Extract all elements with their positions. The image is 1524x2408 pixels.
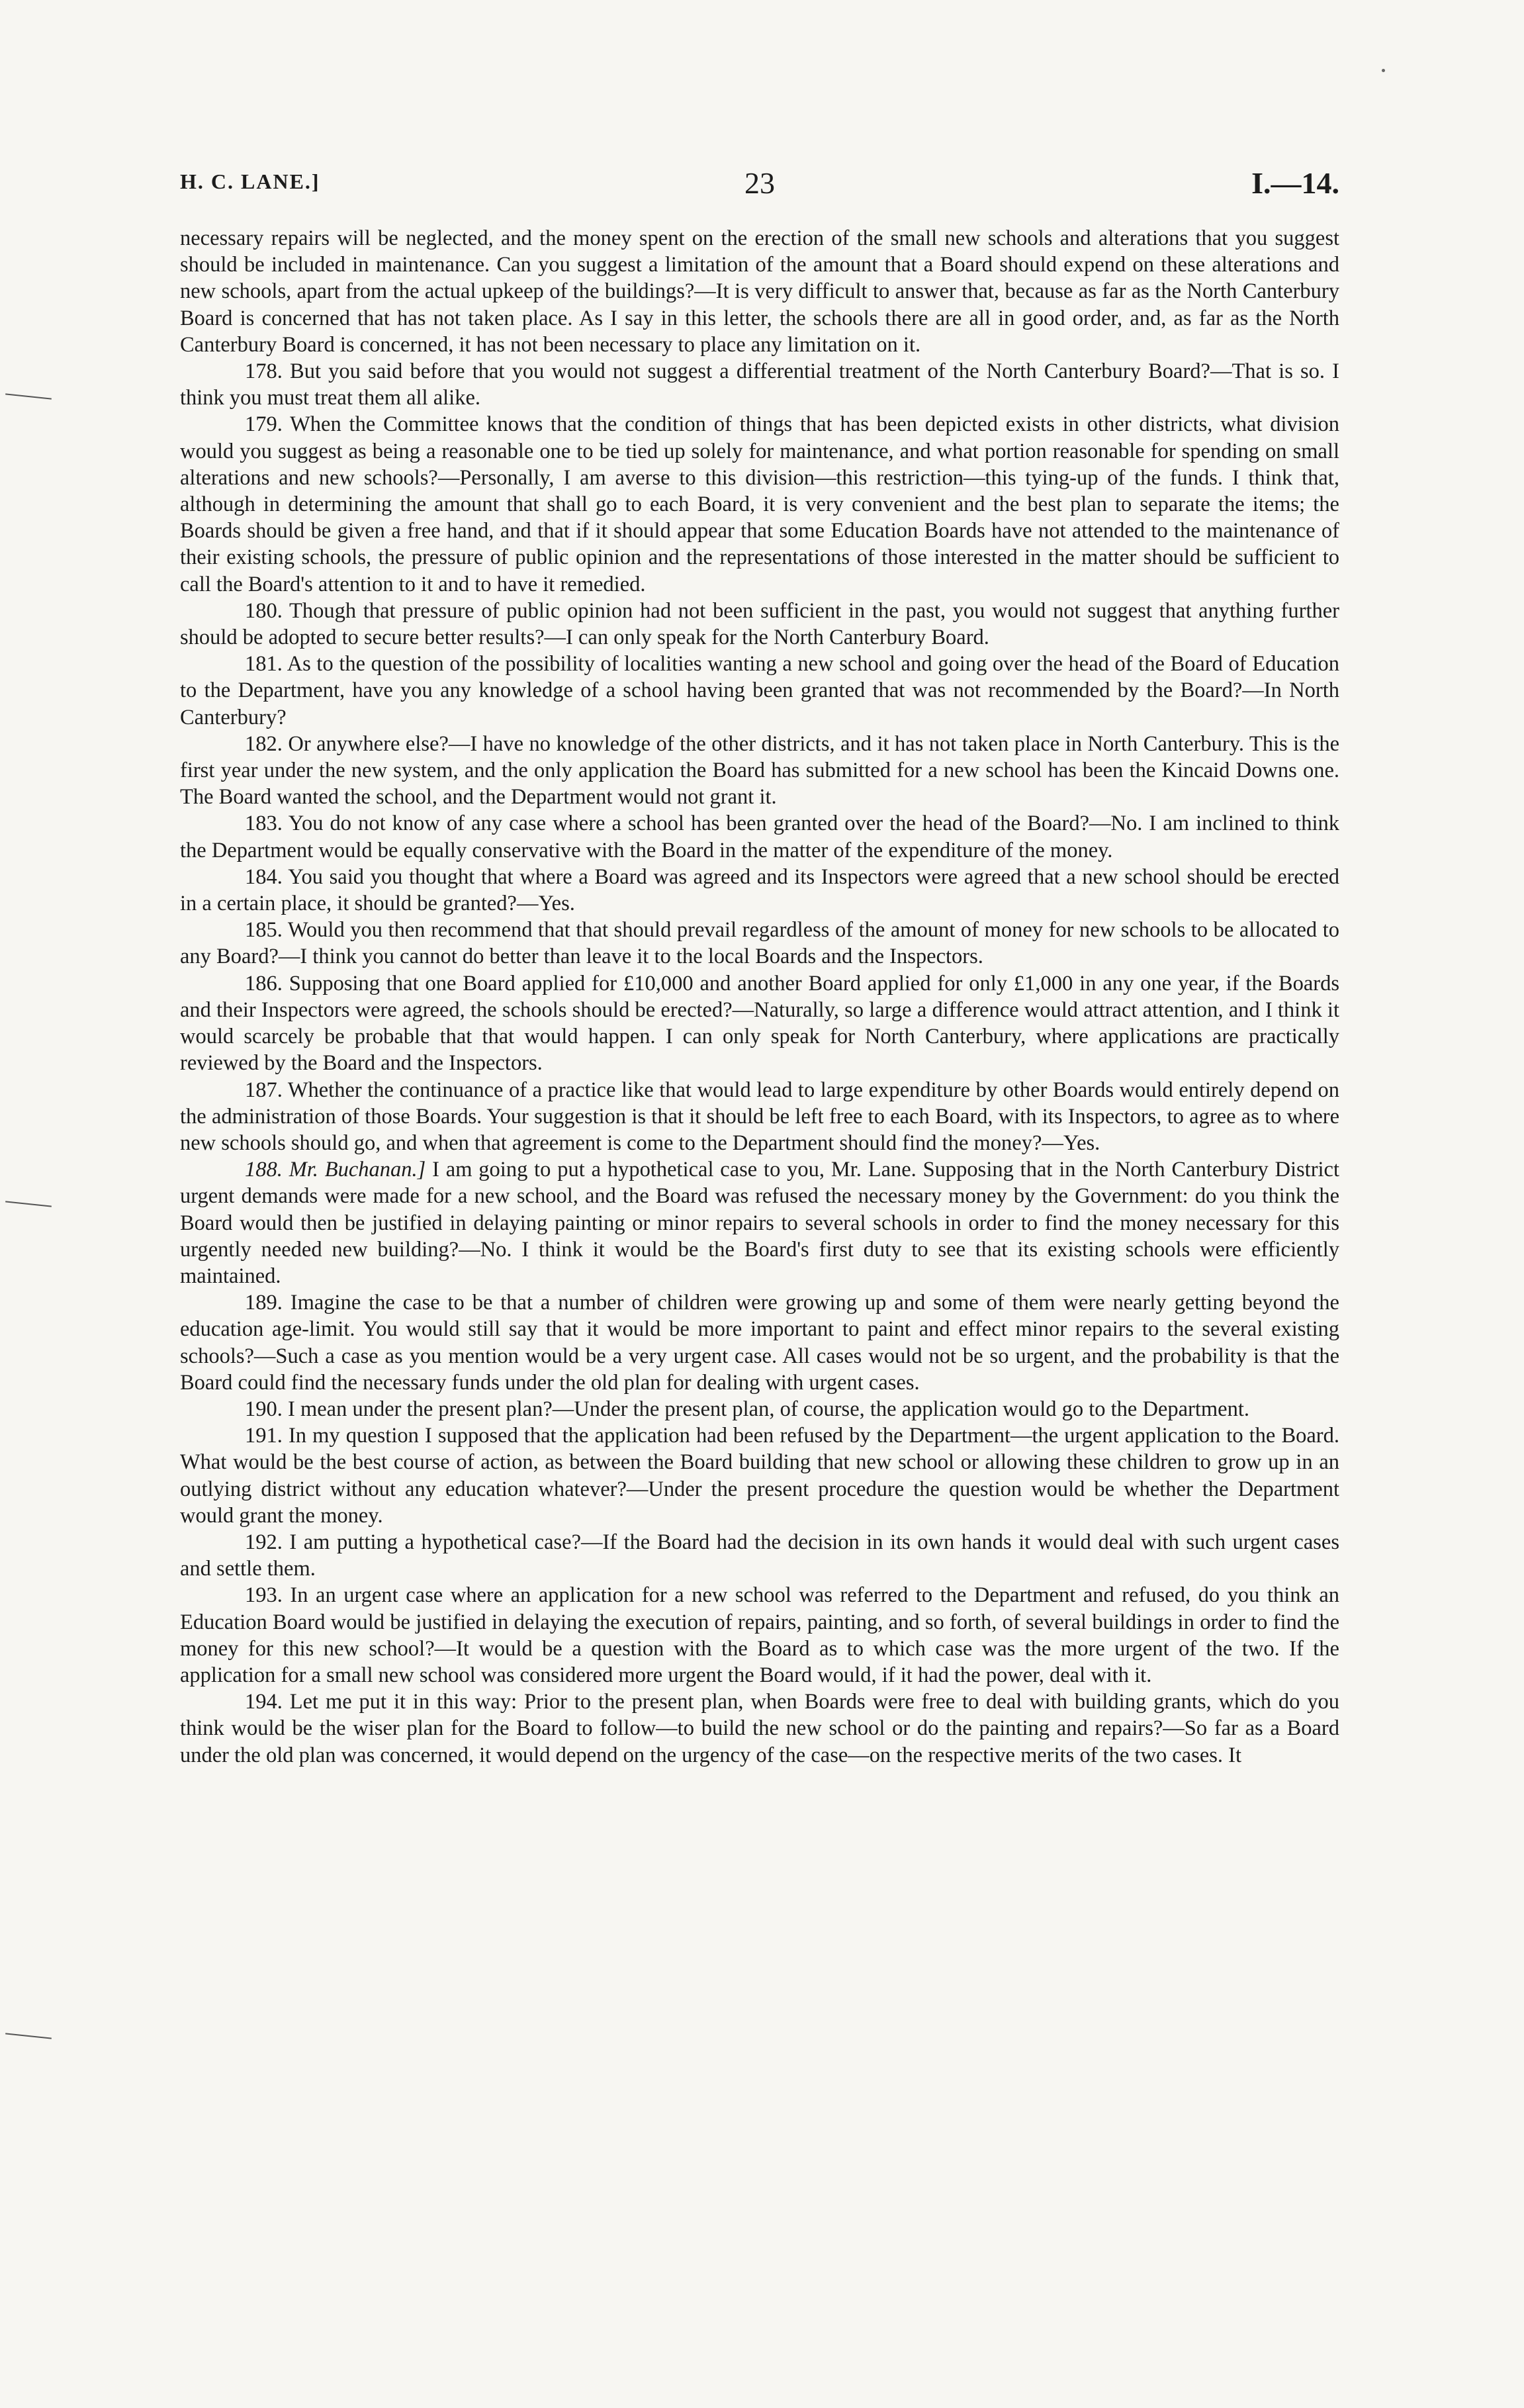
margin-mark bbox=[5, 2033, 52, 2039]
paragraph bbox=[180, 731, 1339, 811]
paragraph-text: 191. In my question I supposed that the application had been refused by the Department—the urgent application to the Board. What would be the best course of action, as between the Board building that new school or allowing these children to grow up in an outlying district without any education whatever?—Under the present procedure the question would be whether the Department would grant the money. bbox=[180, 1424, 1339, 1528]
paragraph-text: 179. When the Committee knows that the condition of things that has been depicted exists in other districts, what division would you suggest as being a reasonable one to be tied up solely for maintenance, and what portion reasonable for spending on small alterations and new schools?—Personally, I am averse to this division—this restriction—this tying-up of the funds. I think that, although in determining the amount that shall go to each Board, it is very convenient and the best plan to separate the items; the Boards should be given a free hand, and that if it should appear that some Education Boards have not attended to the maintenance of their existing schools, the pressure of public opinion and the representations of those interested in the matter should be sufficient to call the Board's attention to it and to have it remedied. bbox=[180, 412, 1339, 596]
paragraph bbox=[180, 1077, 1339, 1157]
paragraph-text: 185. Would you then recommend that that should prevail regardless of the amount of money for new schools to be allocated to any Board?—I think you cannot do better than leave it to the local Boards and the Inspectors. bbox=[180, 918, 1339, 969]
margin-mark bbox=[5, 393, 52, 399]
paragraph-text: 180. Though that pressure of public opinion had not been sufficient in the past, you would not suggest that anything further should be adopted to secure better results?—I can only speak for the North Canterbury Board. bbox=[180, 598, 1339, 650]
paragraph bbox=[180, 651, 1339, 731]
margin-mark bbox=[5, 1201, 52, 1207]
paragraph bbox=[180, 1422, 1339, 1529]
paragraph-text: 182. Or anywhere else?—I have no knowledge of the other districts, and it has not taken place in North Canterbury. This is the first year under the new system, and the only application the Board has submitted for a new school has been the Kincaid Downs one. The Board wanted the school, and the Department would not grant it. bbox=[180, 731, 1339, 810]
paragraph-text: 189. Imagine the case to be that a number of children were growing up and some of them were nearly getting beyond the education age-limit. You would still say that it would be more important to paint and effect minor repairs to the several existing schools?—Such a case as you mention would be a very urgent case. All cases would not be so urgent, and the probability is that the Board could find the necessary funds under the old plan for dealing with urgent cases. bbox=[180, 1291, 1339, 1395]
paragraph bbox=[180, 225, 1339, 358]
paragraph-text: 190. I mean under the present plan?—Under the present plan, of course, the application would go to the Department. bbox=[245, 1397, 1249, 1421]
paragraph bbox=[180, 1396, 1339, 1422]
paragraph-text: 187. Whether the continuance of a practice like that would lead to large expenditure by other Boards would entirely depend on the administration of those Boards. Your suggestion is that it should be left free to each Board, with its Inspectors, to agree as to where new schools should go, and when that agreement is come to the Department should find the money?—Yes. bbox=[180, 1078, 1339, 1155]
paragraph bbox=[180, 1156, 1339, 1289]
paragraph bbox=[180, 1689, 1339, 1769]
paragraph bbox=[180, 917, 1339, 970]
speaker-lead: 188. Mr. Buchanan.] bbox=[245, 1158, 426, 1182]
testimony-body bbox=[180, 225, 1339, 1769]
paragraph bbox=[180, 1582, 1339, 1689]
paragraph bbox=[180, 598, 1339, 651]
paragraph-text: 186. Supposing that one Board applied for £10,000 and another Board applied for only £1,000 in any one year, if the Boards and their Inspectors were agreed, the schools should be erected?—Naturally, so large a difference would attract attention, and I think it would scarcely be probable that that would happen. I can only speak for North Canterbury, where applications are practically reviewed by the Board and the Inspectors. bbox=[180, 971, 1339, 1076]
paragraph bbox=[180, 1529, 1339, 1582]
witness-name: H. C. LANE.] bbox=[180, 169, 320, 193]
paragraph bbox=[180, 810, 1339, 863]
paragraph-text: 178. But you said before that you would not suggest a differential treatment of the North Canterbury Board?—That is so. I think you must treat them all alike. bbox=[180, 359, 1339, 410]
paragraph bbox=[180, 1289, 1339, 1396]
paragraph-text: 181. As to the question of the possibility of localities wanting a new school and going over the head of the Board of Education to the Department, have you any knowledge of a school having been granted that was not recommended by the Board?—In North Canterbury? bbox=[180, 652, 1339, 729]
page-header bbox=[180, 165, 1339, 205]
paragraph-text: necessary repairs will be neglected, and the money spent on the erection of the small new schools and alterations that you suggest should be included in maintenance. Can you suggest a limitation of the amount that a Board should expend on these alterations and new schools, apart from the actual upkeep of the buildings?—It is very difficult to answer that, because as far as the North Canterbury Board is concerned that has not taken place. As I say in this letter, the schools there are all in good order, and, as far as the North Canterbury Board is concerned, it has not been necessary to place any limitation on it. bbox=[180, 226, 1339, 357]
margin-dot bbox=[1382, 69, 1385, 72]
paragraph-text: 183. You do not know of any case where a school has been granted over the head of the Board?—No. I am inclined to think the Department would be equally conservative with the Board in the matter of the expenditure of the money. bbox=[180, 811, 1339, 862]
paragraph-text: 192. I am putting a hypothetical case?—If the Board had the decision in its own hands it would deal with such urgent cases and settle them. bbox=[180, 1530, 1339, 1581]
paragraph bbox=[180, 864, 1339, 917]
paragraph-text: 184. You said you thought that where a Board was agreed and its Inspectors were agreed that a new school should be erected in a certain place, it should be granted?—Yes. bbox=[180, 864, 1339, 916]
paragraph-text: 193. In an urgent case where an application for a new school was referred to the Department and refused, do you think an Education Board would be justified in delaying the execution of repairs, painting, and so forth, of several buildings in order to find the money for this new school?—It would be a question with the Board as to which case was the more urgent of the two. If the application for a small new school was considered more urgent the Board would, if it had the power, deal with it. bbox=[180, 1583, 1339, 1687]
document-reference: I.—14. bbox=[1251, 166, 1339, 200]
paragraph bbox=[180, 970, 1339, 1077]
paragraph bbox=[180, 411, 1339, 597]
paragraph bbox=[180, 358, 1339, 411]
page-number: 23 bbox=[744, 166, 775, 200]
paragraph-text: I am going to put a hypothetical case to you, Mr. Lane. Supposing that in the North Canterbury District urgent demands were made for a new school, and the Board was refused the necessary money by the Government: do you think the Board would then be justified in delaying painting or minor repairs to several schools in order to find the money necessary for this urgently needed new building?—No. I think it would be the Board's first duty to see that its existing schools were efficiently maintained. bbox=[180, 1158, 1340, 1288]
paragraph-text: 194. Let me put it in this way: Prior to the present plan, when Boards were free to deal with building grants, which do you think would be the wiser plan for the Board to follow—to build the new school or do the painting and repairs?—So far as a Board under the old plan was concerned, it would depend on the urgency of the case—on the respective merits of the two cases. It bbox=[180, 1690, 1339, 1767]
